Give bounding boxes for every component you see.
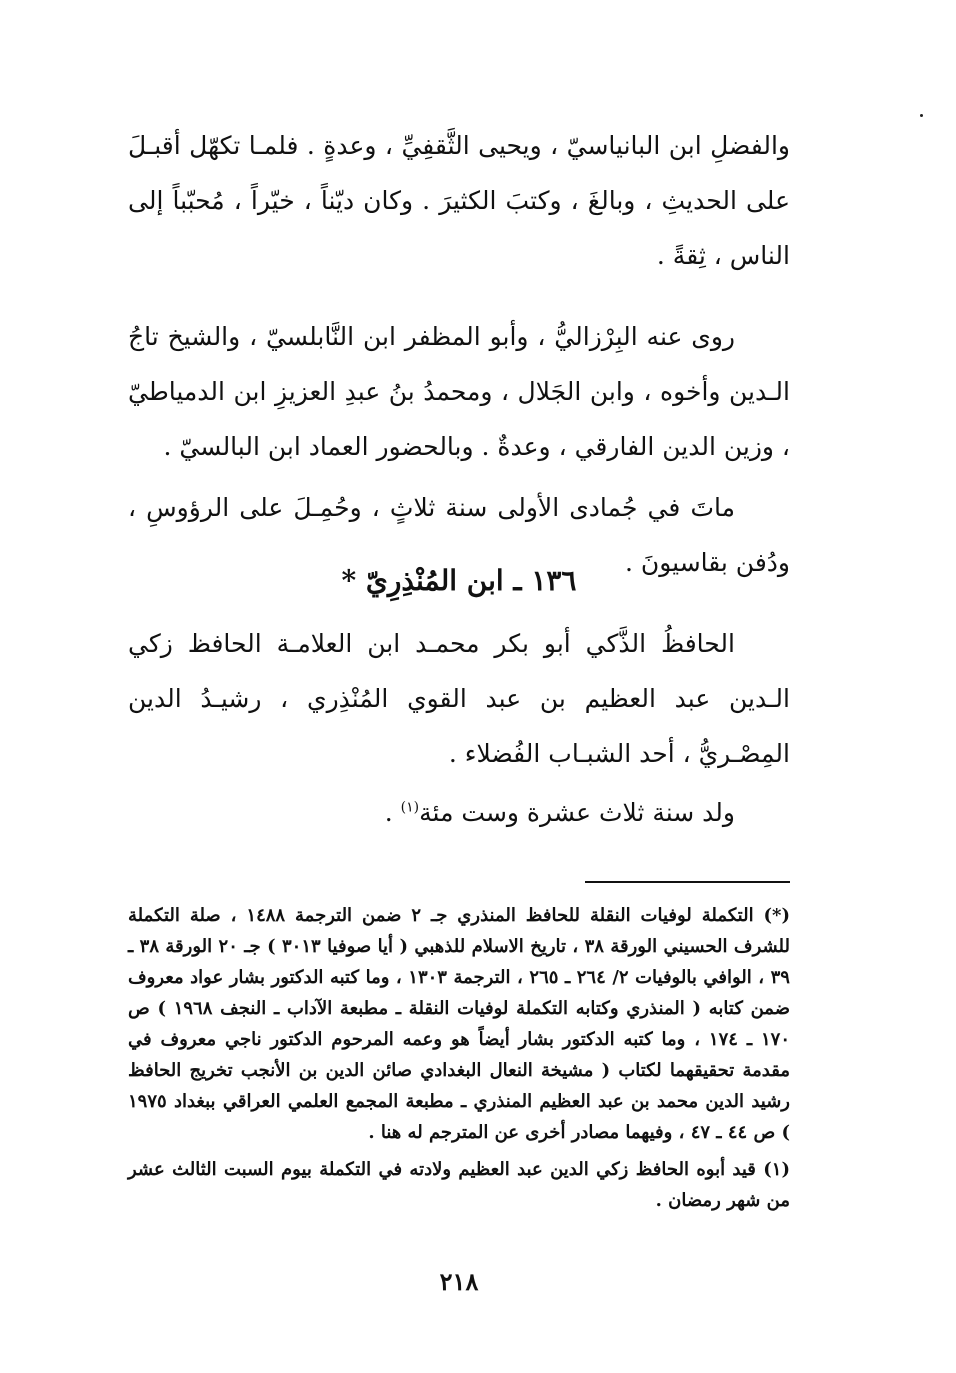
main-text [128, 118, 790, 590]
page-number: ٢١٨ [439, 1267, 479, 1296]
scan-speck [920, 114, 923, 117]
footnote-divider [585, 881, 790, 883]
paragraph-continuation: والفضلِ ابن البانياسيّ ، ويحيى الثَّقفِيِّ ، وعدةٍ . فلمـا تكهّل أقبـلَ على الحديثِ ، وبالغَ ، وكتبَ الكثيرَ . وكان ديّناً ، خيّراً ، مُحبّباً إلى الناس ، ثِقةً . [128, 131, 790, 270]
paragraph-entry-intro: الحافظُ الذَّكي أبو بكر محمـد ابن العلامـة الحافظ زكي الـدين عبد العظيم بن عبد القوي المُنْذِري ، رشيـدُ الدين المِصْـريُّ ، أحد الشبـاب الفُضلاء . [128, 629, 790, 768]
footnotes [128, 900, 790, 1222]
paragraph-narrators: روى عنه البِرْزاليُّ ، وأبو المظفر ابن النَّابلسيّ ، والشيخ تاجُ الـدين وأخوه ، وابن الجَلال ، ومحمدُ بنُ عبدِ العزيزِ ابن الدمياطيّ ، وزين الدين الفارقي ، وعدةٌ . وبالحضور العماد ابن البالسيّ . [128, 322, 790, 461]
birth-text: ولد سنة ثلاث عشرة وست مئة [419, 798, 735, 827]
entry-text [128, 616, 790, 840]
paragraph-death: ماتَ في جُمادى الأولى سنة ثلاثٍ ، وحُمِـلَ على الرؤوسِ ، ودُفن بقاسيونَ . [128, 493, 790, 577]
footnote-marker: (١) [400, 799, 420, 816]
footnote-sources: (*) التكملة لوفيات النقلة للحافظ المنذري جـ ٢ ضمن الترجمة ١٤٨٨ ، صلة التكملة للشرف الحسيني الورقة ٣٨ ، تاريخ الاسلام للذهبي ( أيا صوفيا ٣٠١٣ ) جـ ٢٠ الورقة ٣٨ ـ ٣٩ ، الوافي بالوفيات ٢/ ٢٦٤ ـ ٢٦٥ ، الترجمة ١٣٠٣ ، وما كتبه الدكتور بشار عواد معروف ضمن كتابه ( المنذري وكتابه التكملة لوفيات النقلة ـ مطبعة الآداب ـ النجف ١٩٦٨ ) ص ١٧٠ ـ ١٧٤ ، وما كتبه الدكتور بشار أيضاً هو وعمه المرحوم الدكتور ناجي معروف في مقدمة تحقيقهما لكتاب ( مشيخة النعال البغدادي صائن الدين بن الأنجب تخريج الحافظ رشيد الدين محمد بن عبد العظيم المنذري ـ مطبعة المجمع العلمي العراقي ببغداد ١٩٧٥ ) ص ٤٤ ـ ٤٧ ، وفيهما مصادر أخرى عن المترجم له هنا . [128, 905, 791, 1143]
birth-tail: . [384, 798, 401, 827]
paragraph-birth [128, 785, 790, 840]
footnote-birth-date: (١) قيد أبوه الحافظ زكي الدين عبد العظيم ولادته في التكملة بيوم السبت الثالث عشر من شهر رمضان . [128, 1159, 790, 1211]
entry-heading: ١٣٦ ـ ابن المُنْذِرِيّ * [341, 564, 577, 597]
